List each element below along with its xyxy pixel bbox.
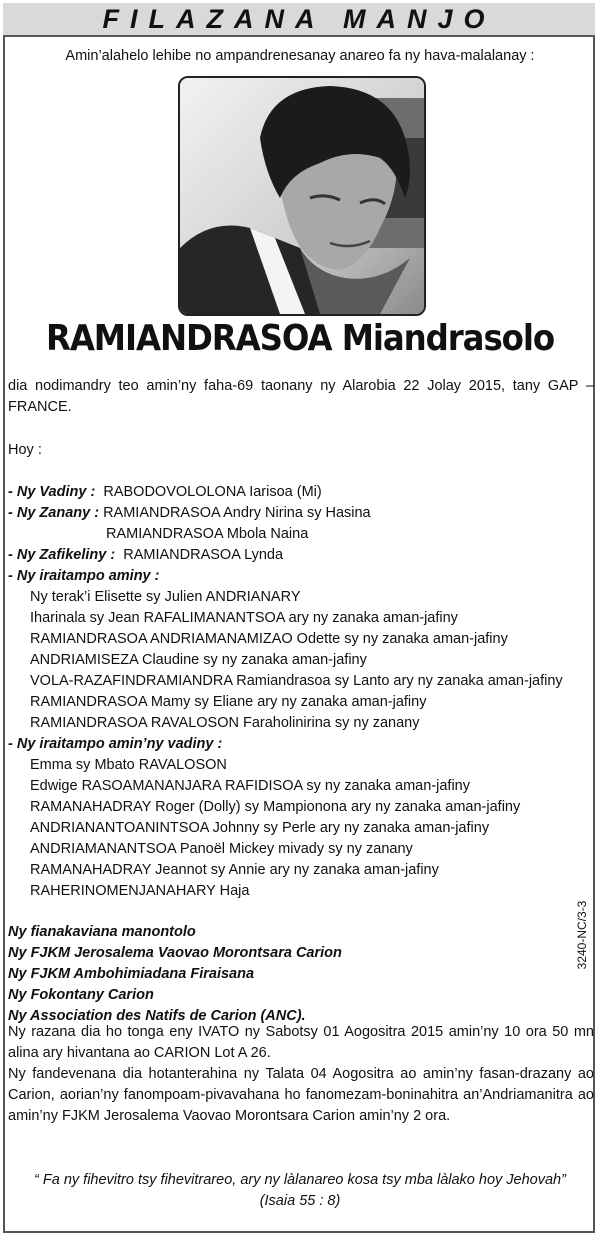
- iraitampo-vadiny-label: - Ny iraitampo amin’ny vadiny :: [8, 736, 223, 752]
- hoy-label: Hoy :: [8, 442, 42, 458]
- vadiny-row: [8, 482, 594, 503]
- iraitampo-vadiny-name: Emma sy Mbato RAVALOSON: [30, 757, 227, 773]
- organization-item: Ny fianakaviana manontolo: [8, 924, 196, 940]
- vadiny-name: RABODOVOLOLONA Iarisoa (Mi): [103, 484, 322, 500]
- iraitampo-vadiny-name: Edwige RASOAMANANJARA RAFIDISOA sy ny zanaka aman-jafiny: [30, 778, 470, 794]
- vadiny-label: - Ny Vadiny :: [8, 484, 96, 500]
- organization-item: Ny Fokontany Carion: [8, 987, 154, 1003]
- iraitampo-name: RAMIANDRASOA ANDRIAMANAMIZAO Odette sy ny zanaka aman-jafiny: [30, 631, 508, 647]
- quote-text: “ Fa ny fihevitro tsy fihevitrareo, ary ny làlanareo kosa tsy mba làlako hoy Jehovah”: [34, 1172, 566, 1188]
- burial-paragraph: Ny fandevenana dia hotanterahina ny Talata 04 Aogositra ao amin’ny fasan-drazany ao Carion, aorian’ny fanompoam-pivavahana ho fanomezam-boninahitra an’Andriamanitra ao amin’ny FJKM Jerosalema Vaovao Morontsara Carion amin’ny 2 ora.: [8, 1066, 594, 1124]
- iraitampo-vadiny-name: ANDRIAMANANTSOA Panoël Mickey mivady sy ny zanany: [30, 841, 413, 857]
- zafikeliny-name: RAMIANDRASOA Lynda: [123, 547, 284, 563]
- iraitampo-name: Ny terak’i Elisette sy Julien ANDRIANARY: [30, 589, 301, 605]
- portrait-photo: [178, 76, 426, 316]
- zafikeliny-label: - Ny Zafikeliny :: [8, 547, 116, 563]
- death-notice: dia nodimandry teo amin’ny faha-69 taonany ny Alarobia 22 Jolay 2015, tany GAP – FRANCE.: [8, 378, 594, 415]
- notice-title: FILAZANA MANJO: [3, 3, 595, 37]
- bible-quote: [0, 1170, 600, 1212]
- organization-item: Ny FJKM Jerosalema Vaovao Morontsara Carion: [8, 945, 342, 961]
- iraitampo-name: VOLA-RAZAFINDRAMIANDRA Ramiandrasoa sy Lanto ary ny zanaka aman-jafiny: [30, 673, 563, 689]
- quote-source: (Isaia 55 : 8): [259, 1193, 341, 1209]
- iraitampo-vadiny-name: RAMANAHADRAY Roger (Dolly) sy Mampionona ary ny zanaka aman-jafiny: [30, 799, 521, 815]
- organization-item: Ny FJKM Ambohimiadana Firaisana: [8, 966, 255, 982]
- intro-text: Amin’alahelo lehibe no ampandrenesanay anareo fa ny hava-malalanay :: [65, 48, 535, 64]
- zanany-name: RAMIANDRASOA Mbola Naina: [106, 526, 309, 542]
- zanany-label: - Ny Zanany :: [8, 505, 100, 521]
- arrival-paragraph: Ny razana dia ho tonga eny IVATO ny Sabotsy 01 Aogositra 2015 amin’ny 10 ora 50 mn alina ary hivantana ao CARION Lot A 26.: [8, 1024, 594, 1061]
- zafikeliny-row: [8, 545, 594, 566]
- organizations-list: [8, 922, 594, 1027]
- deceased-name: RAMIANDRASOA Miandrasolo: [45, 318, 555, 359]
- iraitampo-name: RAMIANDRASOA Mamy sy Eliane ary ny zanaka aman-jafiny: [30, 694, 427, 710]
- iraitampo-vadiny-name: RAMANAHADRAY Jeannot sy Annie ary ny zanaka aman-jafiny: [30, 862, 439, 878]
- zanany-row: [8, 503, 594, 524]
- arrangements: [8, 1022, 594, 1127]
- family-list: [8, 482, 594, 902]
- iraitampo-vadiny-name: ANDRIANANTOANINTSOA Johnny sy Perle ary ny zanaka aman-jafiny: [30, 820, 490, 836]
- portrait-image: [180, 78, 424, 314]
- organization-item: Ny Association des Natifs de Carion (ANC).: [8, 1008, 306, 1024]
- zanany-name: RAMIANDRASOA Andry Nirina sy Hasina: [103, 505, 371, 521]
- iraitampo-name: ANDRIAMISEZA Claudine sy ny zanaka aman-jafiny: [30, 652, 367, 668]
- reference-code-text: 3240-NC/3-3: [575, 900, 589, 970]
- iraitampo-vadiny-name: RAHERINOMENJANAHARY Haja: [30, 883, 250, 899]
- iraitampo-label: - Ny iraitampo aminy :: [8, 568, 160, 584]
- iraitampo-name: Iharinala sy Jean RAFALIMANANTSOA ary ny zanaka aman-jafiny: [30, 610, 458, 626]
- iraitampo-name: RAMIANDRASOA RAVALOSON Faraholinirina sy ny zanany: [30, 715, 420, 731]
